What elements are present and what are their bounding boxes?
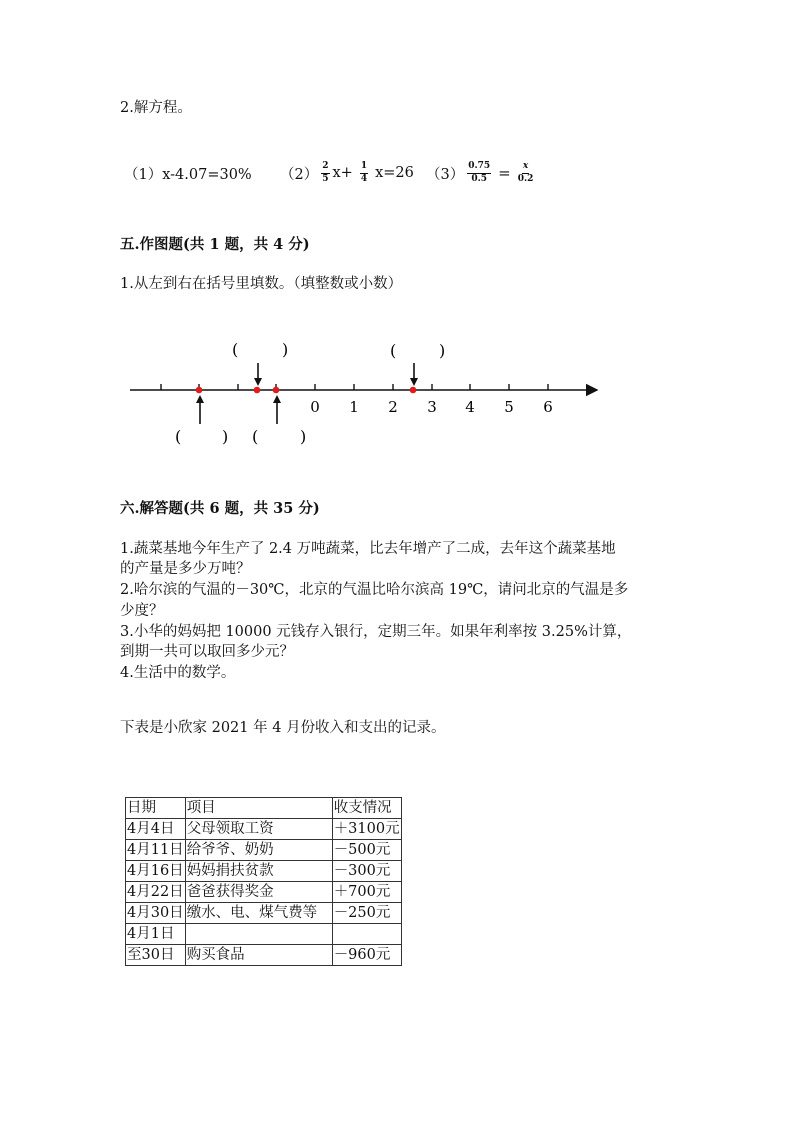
equation-2-prefix: （2）: [280, 166, 319, 183]
question-3-line-2: 到期一共可以取回多少元？: [120, 644, 294, 660]
table-row: [126, 945, 402, 966]
down-arrow-head: [254, 378, 262, 386]
fraction-numerator: 0.75: [467, 162, 491, 173]
section-6-heading: 六.解答题(共 6 题，共 35 分): [120, 500, 320, 517]
question-2-line-2: 少度？: [120, 603, 164, 619]
cell-item: 妈妈捐扶贫款: [185, 861, 332, 882]
header-amount: 收支情况: [332, 798, 401, 819]
equation-1: （1）x-4.07=30%: [124, 167, 252, 183]
table-row: [126, 861, 402, 882]
cell-date: 至30日: [126, 945, 186, 966]
table-header-row: [126, 798, 402, 819]
cell-amount: －250元: [332, 903, 401, 924]
answer-bracket-open: (: [390, 341, 397, 360]
cell-amount: －500元: [332, 840, 401, 861]
header-date: 日期: [126, 798, 186, 819]
cell-item: 购买食品: [185, 945, 332, 966]
fraction-numerator: x: [522, 162, 529, 173]
table-row: [126, 882, 402, 903]
answer-bracket-open: (: [232, 340, 239, 359]
question-2-line-1: 2.哈尔滨的气温的－30℃，北京的气温比哈尔滨高 19℃，请问北京的气温是多: [120, 582, 629, 598]
up-arrow-head: [196, 395, 204, 403]
fraction-numerator: 2: [321, 162, 329, 173]
red-point: [254, 387, 261, 394]
down-arrow-head: [410, 378, 418, 386]
income-expense-table: [125, 797, 402, 966]
fraction-denominator: 0.5: [471, 173, 488, 184]
cell-item: [185, 924, 332, 945]
table-row: [126, 903, 402, 924]
tick-label: 5: [504, 398, 514, 416]
tick-label: 2: [388, 398, 398, 416]
red-point: [196, 387, 203, 394]
fraction-denominator: 4: [360, 173, 368, 184]
red-point: [410, 387, 417, 394]
question-4: 4.生活中的数学。: [120, 665, 236, 681]
red-point: [273, 387, 280, 394]
tick-label: 6: [543, 398, 553, 416]
cell-item: 缴水、电、煤气费等: [185, 903, 332, 924]
header-item: 项目: [185, 798, 332, 819]
tick-label: 3: [427, 398, 437, 416]
number-line-figure: [0, 0, 794, 470]
answer-bracket-close: ): [282, 340, 289, 359]
tick-label: 4: [465, 398, 475, 416]
table-row: [126, 840, 402, 861]
question-1-line-1: 1.蔬菜基地今年生产了 2.4 万吨蔬菜，比去年增产了二成，去年这个蔬菜基地: [120, 541, 616, 557]
cell-date: 4月16日: [126, 861, 186, 882]
answer-bracket-close: ): [439, 341, 446, 360]
equation-2-middle: x+: [332, 165, 353, 181]
answer-bracket-close: ): [222, 427, 229, 446]
cell-amount: ＋3100元: [332, 819, 401, 840]
table-row: [126, 924, 402, 945]
cell-amount: ＋700元: [332, 882, 401, 903]
question-1-line-2: 的产量是多少万吨？: [120, 561, 251, 577]
table-intro: 下表是小欣家 2021 年 4 月份收入和支出的记录。: [120, 720, 446, 736]
up-arrow-head: [273, 395, 281, 403]
cell-date: 4月1日: [126, 924, 186, 945]
table-row: [126, 819, 402, 840]
fraction-denominator: 5: [322, 173, 329, 184]
question-3-line-1: 3.小华的妈妈把 10000 元钱存入银行，定期三年。如果年利率按 3.25%计算，: [120, 624, 632, 640]
cell-amount: －300元: [332, 861, 401, 882]
cell-date: 4月22日: [126, 882, 186, 903]
equation-2-suffix: x=26: [375, 165, 414, 181]
equation-3-prefix: （3）: [426, 166, 465, 183]
cell-item: 给爷爷、奶奶: [185, 840, 332, 861]
fraction-denominator: 0.2: [517, 173, 534, 184]
cell-item: 爸爸获得奖金: [185, 882, 332, 903]
cell-amount: [332, 924, 401, 945]
answer-bracket-open: (: [175, 427, 182, 446]
answer-bracket-open: (: [252, 427, 259, 446]
cell-amount: －960元: [332, 945, 401, 966]
cell-date: 4月4日: [126, 819, 186, 840]
tick-label: 1: [349, 398, 359, 416]
cell-date: 4月11日: [126, 840, 186, 861]
answer-bracket-close: ): [300, 427, 307, 446]
question-2-title: 2.解方程。: [120, 100, 192, 116]
cell-date: 4月30日: [126, 903, 186, 924]
section-5-heading: 五.作图题(共 1 题，共 4 分): [120, 236, 310, 253]
equals-sign: =: [498, 164, 511, 182]
cell-item: 父母领取工资: [185, 819, 332, 840]
section-5-question-1: 1.从左到右在括号里填数。（填整数或小数）: [120, 276, 403, 292]
fraction-numerator: 1: [360, 162, 368, 173]
tick-label: 0: [310, 398, 320, 416]
